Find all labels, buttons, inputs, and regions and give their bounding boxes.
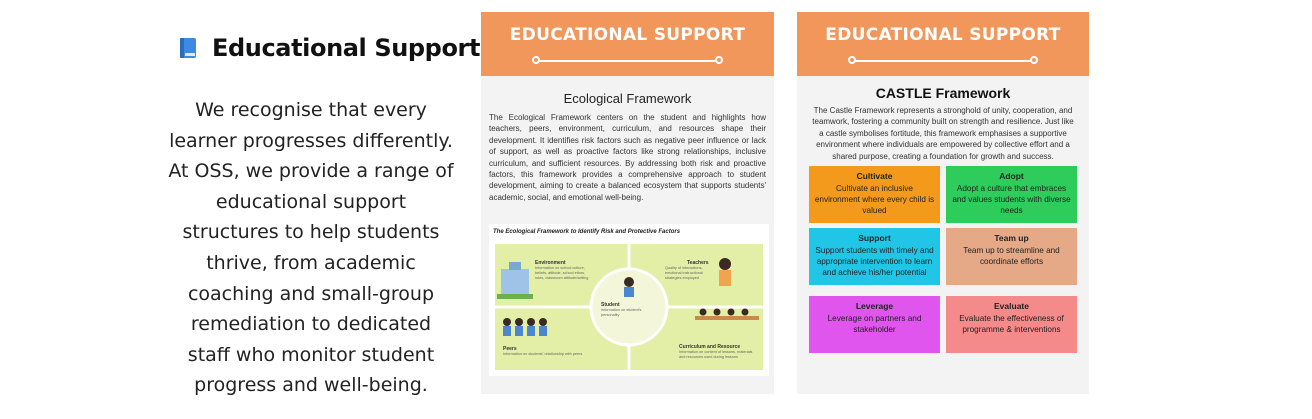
card-header [797,12,1089,76]
section-heading [176,34,480,62]
card-header-title: EDUCATIONAL SUPPORT [825,25,1061,45]
tile-text: Support students with timely and appropriate intervention to learn and achieve his/her potential [815,246,934,277]
section-title: Educational Support [212,34,481,62]
environment-label: Environment [535,260,566,266]
tile-title: Cultivate [856,171,893,181]
teachers-label: Teachers [687,260,709,266]
book-icon [176,36,200,60]
environment-text: Information on school culture, beliefs, attitude, school ethos, rules, classroom attitude/setting [535,266,589,280]
divider-dot [715,56,723,64]
divider-dot [1030,56,1038,64]
tile-title: Evaluate [994,301,1029,311]
peers-text: Information on students' relationship with peers [503,352,583,356]
student-text: Information on student's personality [601,308,642,317]
teachers-text: Quality of interactions, emotional instructional strategies employed [665,266,703,280]
curriculum-text: Information on content of lessons, materials and resources used during lessons [679,350,753,359]
student-figure-icon [624,277,634,297]
card-body-text: The Ecological Framework centers on the student and highlights how teachers, peers, environment, curriculum, and resources shape their development. It identifies risk factors such as negative peer influence or lack of support, as well as proactive factors like strong relationships, inclusive curriculum, and sufficient resources. By addressing both risk and proactive factors, this framework provides a comprehensive approach to student development, aiming to create a balanced ecosystem that supports students' academic, social, and emotional well-being. [489,113,766,202]
header-divider [536,60,719,62]
tile-text: Adopt a culture that embraces and values students with diverse needs [952,184,1071,215]
tile-text: Cultivate an inclusive environment where every child is valued [814,184,935,215]
tile-text: Evaluate the effectiveness of programme & interventions [959,314,1064,334]
student-label: Student [601,302,620,308]
tile-title: Leverage [855,301,894,311]
tile-evaluate [946,296,1077,353]
header-divider [852,60,1034,62]
curriculum-label: Curriculum and Resource [679,344,741,350]
teacher-figure-icon [719,258,731,286]
castle-framework-card [797,12,1089,394]
tile-support [809,228,940,285]
tile-title: Team up [994,233,1029,243]
divider-dot [532,56,540,64]
tile-adopt [946,166,1077,223]
tile-text: Team up to streamline and coordinate efforts [963,246,1060,266]
diagram-title: The Ecological Framework to Identify Risk and Protective Factors [493,229,681,235]
ecological-diagram [489,224,769,376]
tile-leverage [809,296,940,353]
tile-team-up [946,228,1077,285]
divider-dot [848,56,856,64]
peers-label: Peers [503,346,517,352]
card-header [481,12,774,76]
tile-title: Support [858,233,891,243]
ecological-framework-card [481,12,774,394]
card-header-title: EDUCATIONAL SUPPORT [509,25,746,45]
castle-title: CASTLE Framework [875,85,1011,101]
tile-cultivate [809,166,940,223]
tile-title: Adopt [999,171,1024,181]
card-subtitle: Ecological Framework [563,91,692,106]
intro-paragraph: We recognise that every learner progresses differently. At OSS, we provide a range of educational support structures to help students thrive, from academic coaching and small-group remediation to dedicated staff who monitor student progress and well-being. [168,99,454,397]
castle-body-text: The Castle Framework represents a stronghold of unity, cooperation, and teamwork, fostering a community built on strength and resilience. Just like a castle symbolises fortitude, this framework emphasises a supportive environment where individuals are empowered by collective effort and a shared purpose, creating a foundation for growth and success. [812,106,1074,161]
tile-text: Leverage on partners and stakeholder [827,314,922,334]
